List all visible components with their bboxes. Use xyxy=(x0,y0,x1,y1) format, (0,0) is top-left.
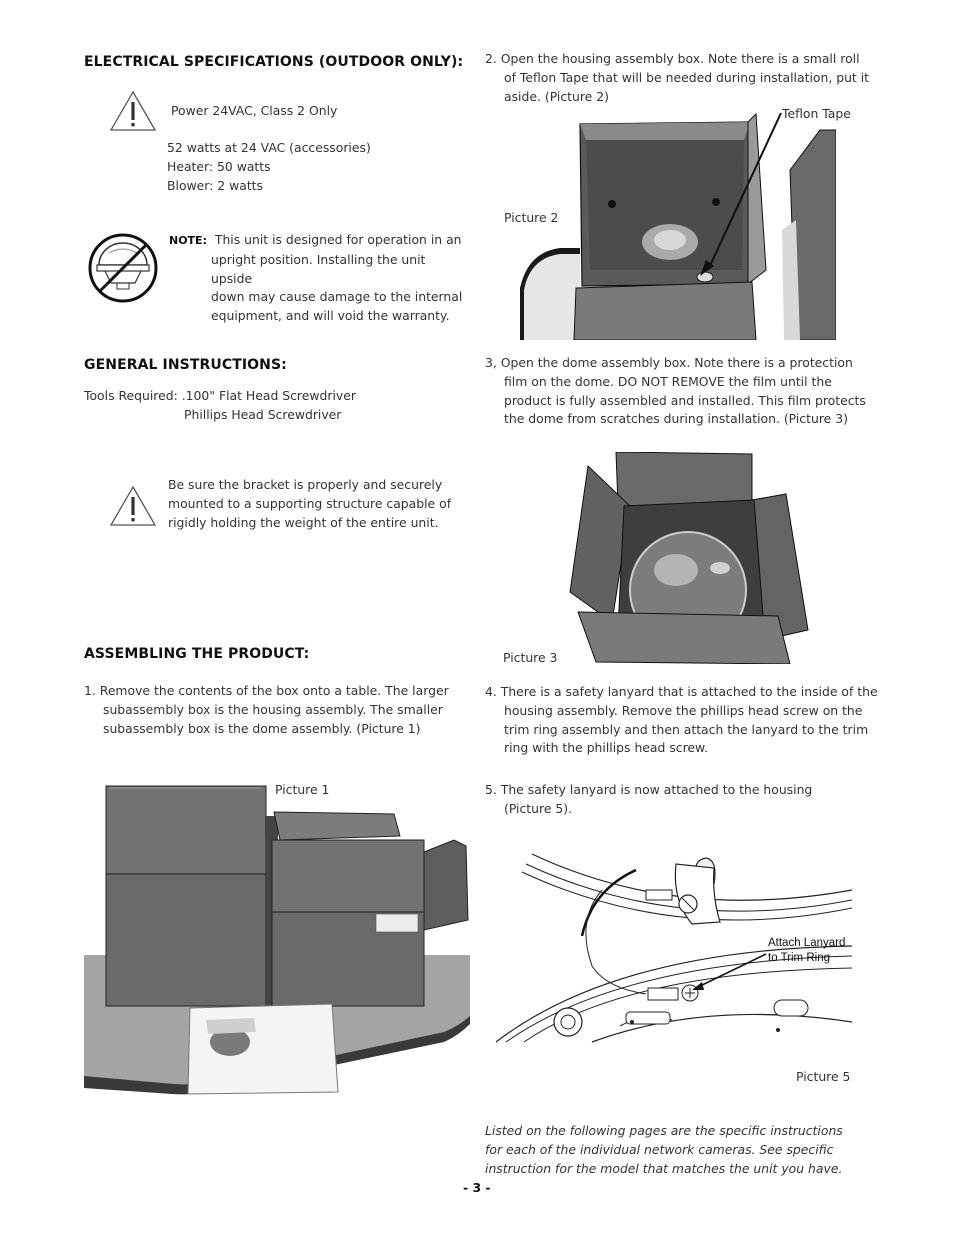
following-pages-line-2: for each of the individual network cameras. See specific xyxy=(485,1141,834,1157)
bracket-warning-line-2: mounted to a supporting structure capable of xyxy=(168,495,452,511)
step-2 xyxy=(485,50,869,106)
step-4-line-2: housing assembly. Remove the phillips head screw on the xyxy=(504,702,863,718)
page-number: - 3 - xyxy=(463,1180,491,1195)
step-3-line-2: film on the dome. DO NOT REMOVE the film until the xyxy=(504,373,832,389)
note-label: NOTE: xyxy=(169,234,207,247)
power-spec: Power 24VAC, Class 2 Only xyxy=(171,103,338,118)
attach-lanyard-line-1: Attach Lanyard xyxy=(768,937,846,949)
step-1-line-2: subassembly box is the housing assembly. The smaller xyxy=(103,701,443,717)
electrical-heading: ELECTRICAL SPECIFICATIONS (OUTDOOR ONLY): xyxy=(84,54,464,70)
step-4-line-4: ring with the phillips head screw. xyxy=(504,740,708,756)
picture-5-label: Picture 5 xyxy=(796,1069,851,1084)
teflon-tape-label: Teflon Tape xyxy=(782,106,851,121)
tools-required xyxy=(84,387,356,425)
warning-triangle-icon xyxy=(109,90,157,132)
watts-blower: Blower: 2 watts xyxy=(167,177,263,193)
watts-accessories: 52 watts at 24 VAC (accessories) xyxy=(167,140,371,155)
watts-spec xyxy=(167,139,371,195)
picture-1-label: Picture 1 xyxy=(275,782,330,797)
note-line-1: This unit is designed for operation in an xyxy=(214,232,462,247)
step-5 xyxy=(485,781,812,819)
following-pages-line-1: Listed on the following pages are the specific instructions xyxy=(485,1123,843,1138)
warning-triangle-icon xyxy=(109,485,157,527)
step-2-line-1: 2. Open the housing assembly box. Note there is a small roll xyxy=(485,51,860,66)
step-3-line-1: 3, Open the dome assembly box. Note there is a protection xyxy=(485,355,853,370)
attach-lanyard-label xyxy=(768,936,845,965)
step-4 xyxy=(485,683,878,758)
following-pages-line-3: instruction for the model that matches the unit you have. xyxy=(485,1160,843,1176)
step-2-line-2: of Teflon Tape that will be needed during installation, put it xyxy=(504,69,870,85)
watts-heater: Heater: 50 watts xyxy=(167,158,271,174)
tools-line-2: Phillips Head Screwdriver xyxy=(184,406,342,422)
note-line-4: equipment, and will void the warranty. xyxy=(211,308,450,324)
step-2-line-3: aside. (Picture 2) xyxy=(504,88,609,104)
picture-3-label: Picture 3 xyxy=(503,650,558,665)
step-4-line-1: 4. There is a safety lanyard that is attached to the inside of the xyxy=(485,684,878,699)
assembling-heading: ASSEMBLING THE PRODUCT: xyxy=(84,646,310,662)
no-upside-down-dome-icon xyxy=(85,231,161,305)
bracket-warning xyxy=(168,476,451,532)
step-4-line-3: trim ring assembly and then attach the lanyard to the trim xyxy=(504,721,869,737)
note-line-2: upright position. Installing the unit upside xyxy=(211,251,426,286)
step-1-line-1: 1. Remove the contents of the box onto a table. The larger xyxy=(84,683,449,698)
picture-3-dome-box-photo xyxy=(568,452,814,664)
picture-1-boxes-photo xyxy=(84,780,470,1100)
general-heading: GENERAL INSTRUCTIONS: xyxy=(84,357,287,373)
tools-line-1: Tools Required: .100" Flat Head Screwdriver xyxy=(84,388,356,403)
picture-2-label: Picture 2 xyxy=(504,210,559,225)
step-3 xyxy=(485,354,866,429)
step-5-line-1: 5. The safety lanyard is now attached to the housing xyxy=(485,782,813,797)
picture-2-housing-box-photo xyxy=(520,110,836,340)
step-5-line-2: (Picture 5). xyxy=(504,800,573,816)
step-3-line-4: the dome from scratches during installation. (Picture 3) xyxy=(504,411,848,427)
step-3-line-3: product is fully assembled and installed. This film protects xyxy=(504,392,866,408)
attach-lanyard-line-2: to Trim Ring xyxy=(768,951,830,964)
note-line-3: down may cause damage to the internal xyxy=(211,289,463,305)
step-1 xyxy=(84,682,449,738)
orientation-note xyxy=(169,231,469,326)
following-pages-note xyxy=(485,1122,843,1178)
step-1-line-3: subassembly box is the dome assembly. (Picture 1) xyxy=(103,720,421,736)
bracket-warning-line-1: Be sure the bracket is properly and securely xyxy=(168,477,443,492)
bracket-warning-line-3: rigidly holding the weight of the entire unit. xyxy=(168,514,439,530)
